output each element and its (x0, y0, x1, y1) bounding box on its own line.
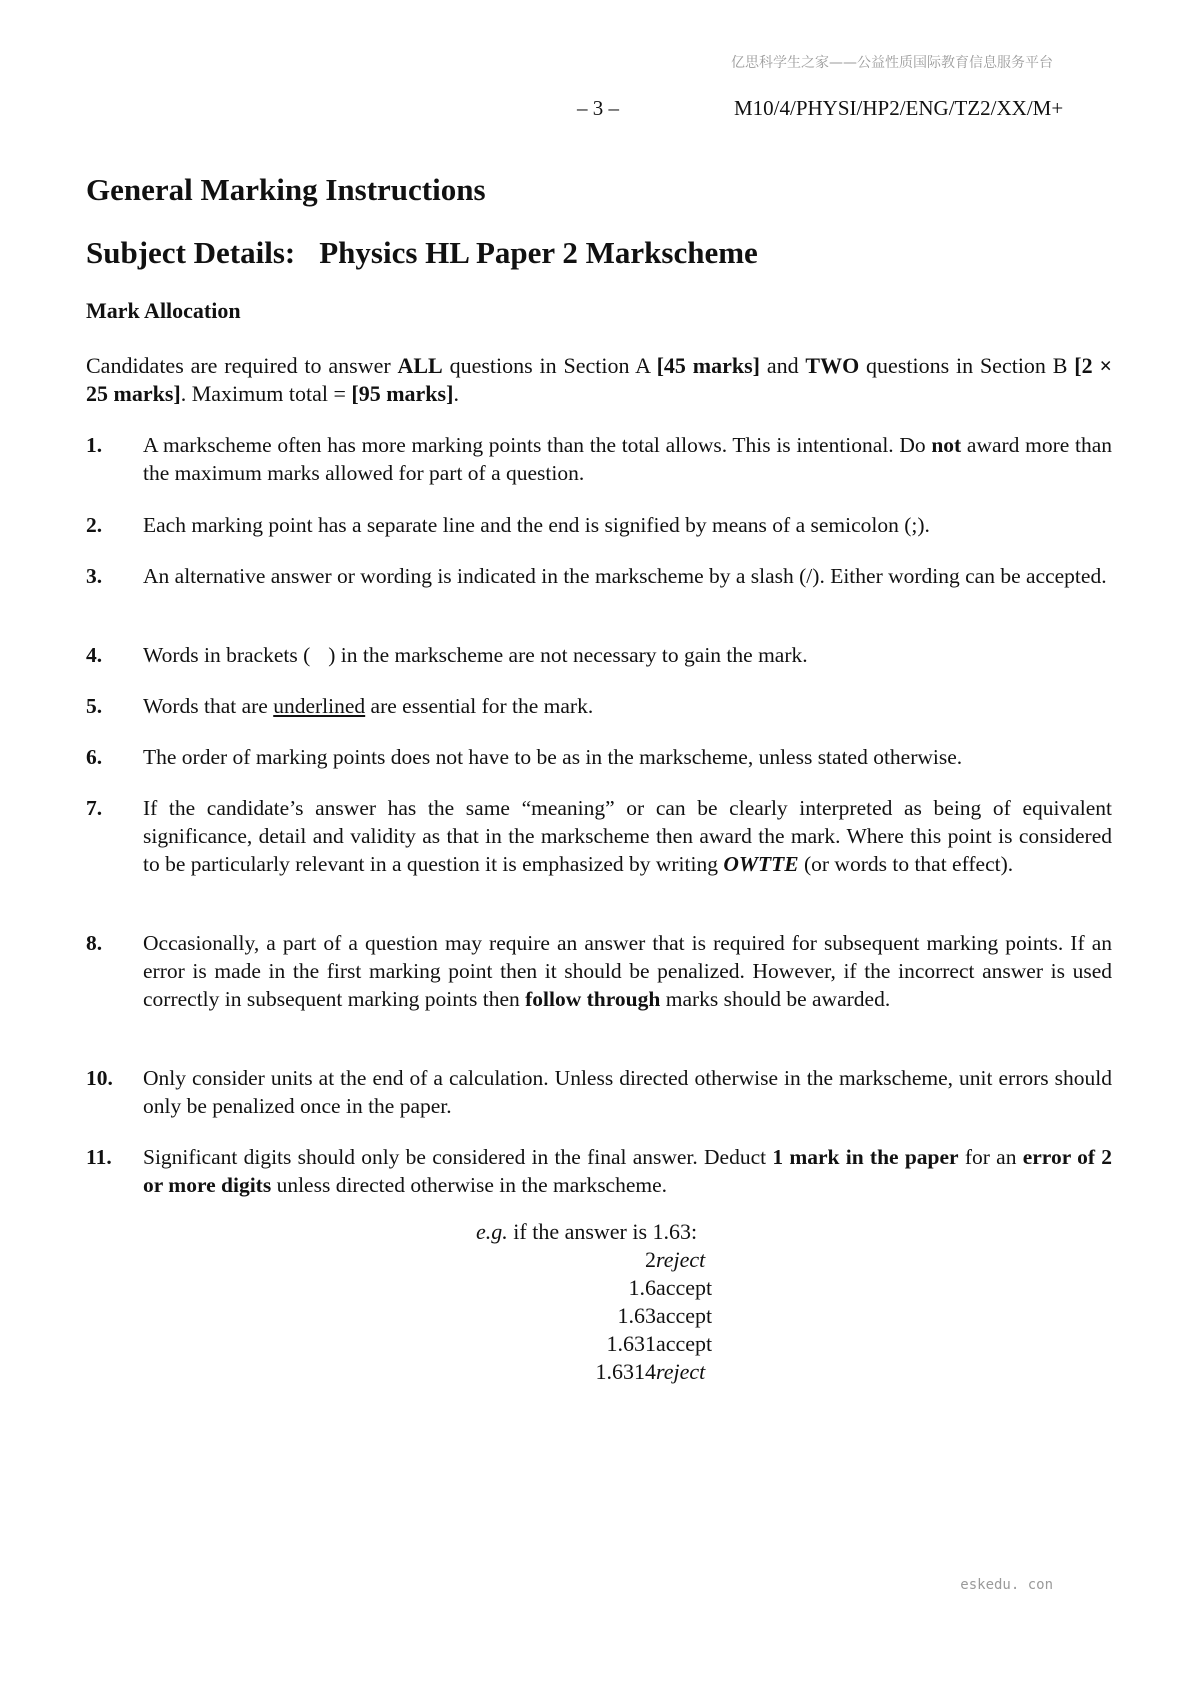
text-run: are essential for the mark. (365, 694, 594, 718)
significant-digits-example (476, 1218, 713, 1386)
two-emphasis: TWO (805, 353, 860, 378)
rule-text (143, 431, 1112, 487)
mark-allocation-title: Mark Allocation (86, 298, 241, 323)
rule-item (86, 929, 1112, 1013)
text-run: . Maximum total = (180, 381, 352, 406)
text-run: Words in brackets ( (143, 643, 311, 667)
example-value: 1.63 (617, 1303, 656, 1328)
text-run: marks should be awarded. (660, 987, 891, 1011)
rule-text: Only consider units at the end of a calculation. Unless directed otherwise in the markscheme, unit errors should only be penalized once in the paper. (143, 1066, 1112, 1118)
example-value: 1.6314 (595, 1359, 656, 1384)
rule-text (143, 929, 1112, 1013)
text-run: and (759, 353, 806, 378)
example-row (476, 1246, 706, 1274)
rule-text (143, 692, 1112, 720)
example-value: 1.6 (628, 1275, 656, 1300)
example-value: 1.631 (606, 1331, 656, 1356)
text-run: questions in Section A (442, 353, 657, 378)
rule-text (143, 1143, 1112, 1199)
rule-number: 7. (86, 796, 103, 820)
example-result: reject (656, 1359, 706, 1384)
rule-number: 11. (86, 1145, 112, 1169)
follow-through-emphasis: follow through (525, 987, 661, 1011)
rule-item (86, 794, 1112, 878)
example-intro-text: if the answer is 1.63: (507, 1219, 698, 1244)
example-value: 2 (645, 1247, 656, 1272)
rule-item (86, 641, 1112, 669)
rule-number: 2. (86, 513, 103, 537)
emphasis: error of 2 or more digits (143, 1145, 1112, 1197)
text-run: unless directed otherwise in the markscheme. (271, 1173, 668, 1197)
rule-number: 10. (86, 1066, 113, 1090)
example-result: accept (656, 1331, 713, 1356)
subject-name: Physics HL Paper 2 Markscheme (319, 235, 758, 270)
rule-item (86, 1064, 1112, 1120)
example-result: reject (656, 1247, 706, 1272)
example-row (476, 1358, 706, 1386)
rule-item (86, 431, 1112, 487)
rule-text (143, 794, 1112, 878)
rule-item (86, 1143, 1112, 1199)
eg-label: e.g. (476, 1219, 508, 1244)
section-a-marks: [45 marks] (656, 353, 760, 378)
text-run: A markscheme often has more marking points than the total allows. This is intentional. Do (143, 433, 932, 457)
emphasis: not (931, 433, 962, 457)
rule-text (143, 641, 1112, 669)
rule-item (86, 743, 1112, 771)
text-run: award more than the maximum marks allowed for part of a question. (143, 433, 1113, 485)
example-intro (476, 1218, 697, 1246)
mark-allocation-text (86, 352, 1112, 408)
rule-number: 3. (86, 564, 103, 588)
rule-number: 1. (86, 433, 103, 457)
rule-number: 6. (86, 745, 103, 769)
page-number: – 3 – (577, 96, 619, 120)
rule-text: Each marking point has a separate line and the end is signified by means of a semicolon (;). (143, 513, 930, 537)
section-b-marks: [2 × 25 marks] (86, 353, 1112, 406)
page-title: General Marking Instructions (86, 172, 486, 207)
subject-label: Subject Details: (86, 235, 296, 270)
example-result: accept (656, 1303, 713, 1328)
text-run: (or words to that effect). (798, 852, 1014, 876)
text-run: Occasionally, a part of a question may require an answer that is required for subsequent marking points. If an error is made in the first marking point then it should be penalized. However, if the incorrect answer is used correctly in subsequent marking points then (143, 931, 1112, 1011)
example-result: accept (656, 1275, 713, 1300)
rule-item (86, 562, 1112, 590)
text-run: Significant digits should only be considered in the final answer. Deduct (143, 1145, 773, 1169)
text-run: . (453, 381, 459, 406)
total-marks: [95 marks] (351, 381, 454, 406)
rule-item (86, 692, 1112, 720)
text-run: If the candidate’s answer has the same “meaning” or can be clearly interpreted as being of equivalent significance, detail and validity as that in the markscheme then award the mark. Where this point is considered to be particularly relevant in a question it is emphasized by writing (143, 796, 1112, 876)
subject-details (86, 235, 758, 271)
rule-text: An alternative answer or wording is indicated in the markscheme by a slash (/). Either wording can be accepted. (143, 564, 1107, 588)
rule-number: 8. (86, 931, 103, 955)
all-emphasis: ALL (397, 353, 443, 378)
watermark-bottom: eskedu. con (960, 1577, 1053, 1593)
rule-item (86, 511, 1112, 539)
underlined-word: underlined (273, 694, 366, 718)
owtte-emphasis: OWTTE (723, 852, 799, 876)
text-run: questions in Section B (859, 353, 1075, 378)
rule-number: 4. (86, 643, 103, 667)
text-run: Candidates are required to answer (86, 353, 398, 378)
text-run: Words that are (143, 694, 274, 718)
text-run: ) in the markscheme are not necessary to gain the mark. (328, 643, 808, 667)
rule-text: The order of marking points does not have to be as in the markscheme, unless stated otherwise. (143, 745, 963, 769)
example-row (476, 1274, 713, 1302)
document-code: M10/4/PHYSI/HP2/ENG/TZ2/XX/M+ (734, 96, 1064, 120)
text-run: for an (958, 1145, 1023, 1169)
watermark-top: 亿思科学生之家——公益性质国际教育信息服务平台 (731, 55, 1053, 71)
emphasis: 1 mark in the paper (772, 1145, 959, 1169)
rule-number: 5. (86, 694, 103, 718)
example-row (476, 1330, 713, 1358)
example-row (476, 1302, 713, 1330)
